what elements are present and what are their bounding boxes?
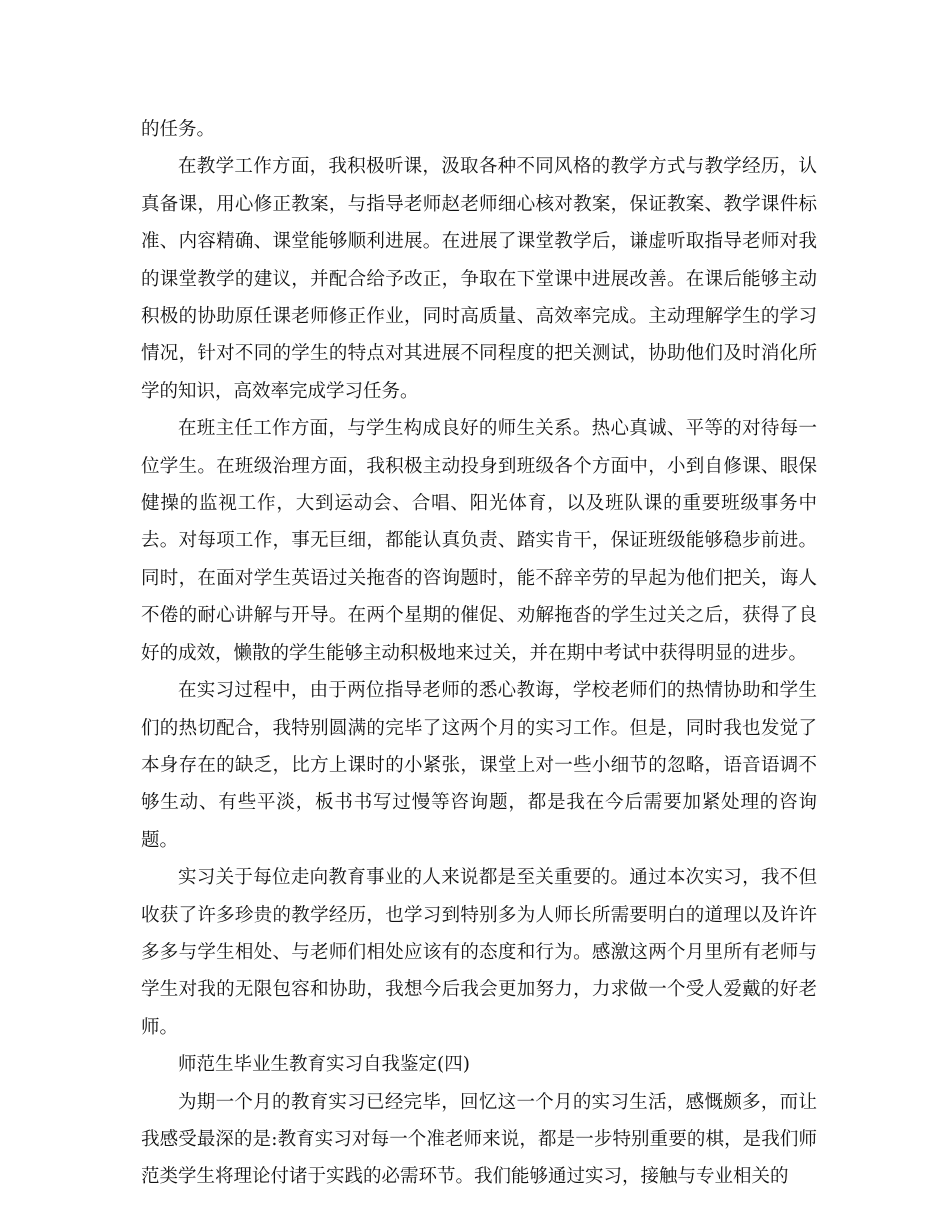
document-page xyxy=(141,111,817,1196)
paragraph-final: 为期一个月的教育实习已经完毕，回忆这一个月的实习生活，感慨颇多，而让我感受最深的是:教育实习对每一个准老师来说，都是一步特别重要的棋，是我们师范类学生将理论付诸于实践的必需环节。我们能够通过实习，接触与专业相关的 xyxy=(141,1091,817,1188)
paragraph-class-teacher-work: 在班主任工作方面，与学生构成良好的师生关系。热心真诚、平等的对待每一位学生。在班级治理方面，我积极主动投身到班级各个方面中，小到自修课、眼保健操的监视工作，大到运动会、合唱、阳光体育，以及班队课的重要班级事务中去。对每项工作，事无巨细，都能认真负责、踏实肯干，保证班级能够稳步前进。同时，在面对学生英语过关拖沓的咨询题时，能不辞辛劳的早起为他们把关，诲人不倦的耐心讲解与开导。在两个星期的催促、劝解拖沓的学生过关之后，获得了良好的成效，懒散的学生能够主动积极地来过关，并在期中考试中获得明显的进步。 xyxy=(141,418,817,664)
paragraph-1: 的任务。 xyxy=(141,119,216,140)
section-heading: 师范生毕业生教育实习自我鉴定(四) xyxy=(178,1054,470,1076)
paragraph-internship-process: 在实习过程中，由于两位指导老师的悉心教诲，学校老师们的热情协助和学生们的热切配合，我特别圆满的完毕了这两个月的实习工作。但是，同时我也发觉了本身存在的缺乏，比方上课时的小紧张，课堂上对一些小细节的忽略，语音语调不够生动、有些平淡，板书书写过慢等咨询题，都是我在今后需要加紧处理的咨询题。 xyxy=(141,680,817,851)
paragraph-internship-importance: 实习关于每位走向教育事业的人来说都是至关重要的。通过本次实习，我不但收获了许多珍贵的教学经历，也学习到特别多为人师长所需要明白的道理以及许许多多与学生相处、与老师们相处应该有的态度和行为。感激这两个月里所有老师与学生对我的无限包容和协助，我想今后我会更加努力，力求做一个受人爱戴的好老师。 xyxy=(141,867,817,1038)
paragraph-teaching-work: 在教学工作方面，我积极听课，汲取各种不同风格的教学方式与教学经历，认真备课，用心修正教案，与指导老师赵老师细心核对教案，保证教案、教学课件标准、内容精确、课堂能够顺利进展。在进展了课堂教学后，谦虚听取指导老师对我的课堂教学的建议，并配合给予改正，争取在下堂课中进展改善。在课后能够主动积极的协助原任课老师修正作业，同时高质量、高效率完成。主动理解学生的学习情况，针对不同的学生的特点对其进展不同程度的把关测试，协助他们及时消化所学的知识，高效率完成学习任务。 xyxy=(141,156,817,402)
